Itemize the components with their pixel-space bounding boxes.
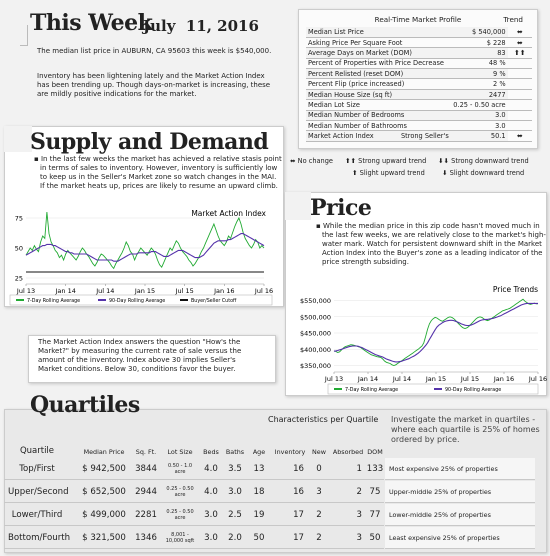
strong-up-icon: ⬆⬆ [345, 157, 357, 165]
report-date: July 11, 2016 [143, 17, 259, 35]
quartile-price: $ 652,500 [82, 487, 126, 497]
legend-label: Buyer/Seller Cutoff [191, 299, 237, 304]
profile-row: Median List Price $ 540,000 ⬌ [306, 27, 532, 37]
quartile-abs: 2 [356, 487, 362, 497]
profile-row: Median Number of Bathrooms 3.0 [306, 121, 532, 131]
quartile-age: 50 [253, 533, 265, 543]
strong-down-icon: ⬇⬇ [438, 157, 450, 165]
quartile-beds: 3.0 [204, 510, 218, 520]
quartile-header: New [312, 448, 326, 456]
quartile-header: Beds [203, 448, 219, 456]
quartile-sqft: 2281 [135, 510, 157, 520]
quartile-baths: 3.0 [228, 487, 242, 497]
quartile-row [4, 481, 384, 503]
x-tick-label: Jan 16 [214, 287, 235, 295]
quartile-age: 19 [253, 510, 265, 520]
quartile-abs: 1 [356, 464, 362, 474]
profile-row: Median House Size (sq ft) 2477 [306, 89, 532, 99]
price-title: Price [310, 195, 372, 221]
quartile-inv: 16 [293, 464, 304, 474]
profile-row: Asking Price Per Square Foot $ 228 ⬌ [306, 37, 532, 47]
x-tick-label: Jul 14 [96, 287, 115, 295]
trend-icon: ⬆⬆ [508, 48, 532, 58]
x-tick-label: Jan 15 [134, 287, 156, 295]
quartile-header: Lot Size [167, 448, 193, 456]
profile-row: Percent of Properties with Price Decrease 48 % [306, 58, 532, 68]
quartile-abs: 3 [356, 510, 362, 520]
quartile-new: 2 [316, 533, 322, 543]
y-tick-label: 25 [14, 274, 23, 283]
this-week-summary: The median list price in AUBURN, CA 95603 this week is $540,000. [37, 47, 272, 55]
this-week-paragraph: Inventory has been lightening lately and the Market Action Index has been trending up. Though days-on-market is increasing, these are mildly positive indications for the market. [37, 72, 271, 98]
quartiles-subtitle: Characteristics per Quartile [268, 415, 379, 424]
this-week-accent [27, 25, 28, 45]
x-tick-label: Jul 16 [528, 375, 548, 383]
quartile-inv: 16 [293, 487, 304, 497]
slight-up-icon: ⬆ [352, 169, 358, 177]
trend-icon: ⬌ [508, 37, 532, 47]
quartile-sqft: 3844 [135, 464, 157, 474]
quartile-header: Absorbed [332, 448, 364, 456]
trend-icon [508, 69, 532, 79]
quartile-dom: 133 [366, 464, 384, 474]
profile-row: Median Lot Size 0.25 - 0.50 acre [306, 100, 532, 110]
x-tick-label: Jul 15 [460, 375, 480, 383]
quartile-q: Upper/Second [8, 487, 69, 497]
price-trends-chart [288, 282, 548, 396]
x-tick-label: Jul 14 [392, 375, 412, 383]
x-tick-label: Jul 13 [324, 375, 344, 383]
trend-icon: ⬌ [508, 131, 532, 141]
quartile-abs: 3 [356, 533, 362, 543]
quartile-lot-size: 0.25 - 0.50 acre [166, 509, 194, 521]
quartile-sqft: 2944 [135, 487, 157, 497]
trend-icon [508, 110, 532, 120]
y-tick-label: $450,000 [299, 329, 331, 338]
supply-demand-paragraph: ▪ In the last few weeks the market has achieved a relative stasis point in terms of sales to inventory. However, inventory is sufficiently low to keep us in the Seller's Market zone so watch changes in the MAI. If the market heats up, prices are likely to resume an upward climb. [34, 155, 282, 190]
x-tick-label: Jan 14 [55, 287, 76, 295]
y-tick-label: $350,000 [299, 362, 331, 370]
quartile-lot-size: 8,001 - 10,000 sqft [165, 532, 195, 544]
quartile-header: Quartile [19, 446, 55, 456]
legend-label: 90-Day Rolling Average [445, 388, 502, 393]
supply-demand-title: Supply and Demand [30, 129, 269, 155]
quartile-price: $ 321,500 [82, 533, 126, 543]
quartile-row [4, 504, 384, 526]
y-tick-label: $550,000 [299, 297, 331, 305]
legend-label: 90-Day Rolling Average [109, 299, 166, 304]
chart-title: Price Trends [492, 285, 538, 294]
x-tick-label: Jan 15 [425, 375, 447, 383]
profile-row: Median Number of Bedrooms 3.0 [306, 110, 532, 120]
quartile-new: 0 [316, 464, 322, 474]
profile-row: Market Action Index Strong Seller's 50.1 ⬌ [306, 131, 532, 141]
y-tick-label: $400,000 [299, 345, 331, 354]
slight-down-icon: ⬇ [442, 169, 448, 177]
profile-row: Average Days on Market (DOM) 83 ⬆⬆ [306, 48, 532, 58]
this-week-title: This Week [30, 10, 153, 36]
quartile-price: $ 499,000 [82, 510, 126, 520]
quartile-price: $ 942,500 [82, 464, 126, 474]
quartile-beds: 4.0 [204, 487, 218, 497]
profile-row: Percent Relisted (reset DOM) 9 % [306, 69, 532, 79]
series-7-day-line [334, 299, 538, 365]
market-profile-title: Real-Time Market Profile [374, 15, 462, 24]
quartile-q: Lower/Third [11, 510, 63, 520]
market-action-index-chart [10, 198, 272, 308]
x-tick-label: Jul 16 [254, 287, 274, 295]
trend-header: Trend [503, 15, 523, 24]
trend-icon [508, 79, 532, 89]
mai-note: The Market Action Index answers the question "How's the Market?" by measuring the current rate of sale versus the amount of the inventory. Index above 30 implies Seller's Market conditions. Below 30, conditions favor the buyer. [38, 338, 242, 373]
mai-status: Strong Seller's [401, 132, 449, 141]
quartile-baths: 2.5 [228, 510, 242, 520]
quartile-row [4, 458, 384, 480]
profile-row: Percent Flip (price increased) 2 % [306, 79, 532, 89]
quartile-description: Least expensive 25% of properties [385, 527, 535, 549]
this-week-accent-h [20, 45, 28, 46]
quartile-new: 3 [316, 487, 322, 497]
y-tick-label: $500,000 [299, 313, 331, 322]
x-tick-label: Jan 14 [357, 375, 379, 383]
quartile-q: Top/First [19, 464, 55, 474]
quartile-new: 2 [316, 510, 322, 520]
quartile-dom: 75 [369, 487, 381, 497]
quartile-description: Most expensive 25% of properties [385, 458, 535, 480]
legend-label: 7-Day Rolling Average [345, 388, 399, 393]
quartile-row [4, 527, 384, 549]
y-tick-label: 75 [14, 214, 23, 223]
chart-title: Market Action Index [191, 209, 266, 218]
quartile-header: DOM [367, 448, 383, 456]
quartiles-investigate: Investigate the market in quartiles - where each quartile is 25% of homes ordered by price. [391, 415, 540, 444]
quartile-lot-size: 0.25 - 0.50 acre [166, 486, 194, 498]
quartile-dom: 50 [369, 533, 381, 543]
quartile-dom: 77 [369, 510, 381, 520]
trend-legend: ⬌ No change [290, 157, 333, 165]
trend-icon [508, 121, 532, 131]
quartile-header: Baths [225, 448, 245, 456]
quartiles-title: Quartiles [30, 392, 140, 418]
quartile-header: Median Price [83, 448, 125, 456]
quartile-age: 18 [253, 487, 265, 497]
quartile-description: Lower-middle 25% of properties [385, 504, 535, 526]
quartile-lot-size: 0.50 - 1.0 acre [167, 463, 193, 475]
quartile-inv: 17 [293, 533, 304, 543]
x-tick-label: Jul 13 [16, 287, 36, 295]
series-90-day-line [334, 303, 538, 362]
quartile-inv: 17 [293, 510, 304, 520]
quartile-header: Sq. Ft. [135, 448, 157, 456]
no-change-icon: ⬌ [290, 157, 296, 165]
quartile-sqft: 1346 [135, 533, 157, 543]
quartile-baths: 2.0 [228, 533, 242, 543]
market-profile-table [298, 9, 538, 149]
quartile-header: Inventory [274, 448, 306, 456]
quartile-header: Age [252, 448, 266, 456]
quartile-age: 13 [253, 464, 265, 474]
quartile-beds: 4.0 [204, 464, 218, 474]
trend-icon [508, 58, 532, 68]
x-tick-label: Jan 16 [493, 375, 515, 383]
quartile-beds: 3.0 [204, 533, 218, 543]
trend-icon: ⬌ [508, 27, 532, 37]
market-profile-rows [306, 27, 532, 142]
trend-icon [508, 89, 532, 99]
x-tick-label: Jul 15 [175, 287, 194, 295]
trend-icon [508, 100, 532, 110]
quartile-q: Bottom/Fourth [8, 533, 71, 543]
price-paragraph: ▪ While the median price in this zip code hasn't moved much in the last few weeks, we are relatively close to the market's high- water mark. Watch for persistent downward shift in the Market Action Index into the Buyer's zone as a leading indicator of the price strength subsiding. [316, 222, 546, 266]
legend-label: 7-Day Rolling Average [27, 299, 81, 304]
y-tick-label: 50 [14, 244, 23, 253]
quartile-baths: 3.5 [228, 464, 242, 474]
quartile-description: Upper-middle 25% of properties [385, 481, 535, 503]
